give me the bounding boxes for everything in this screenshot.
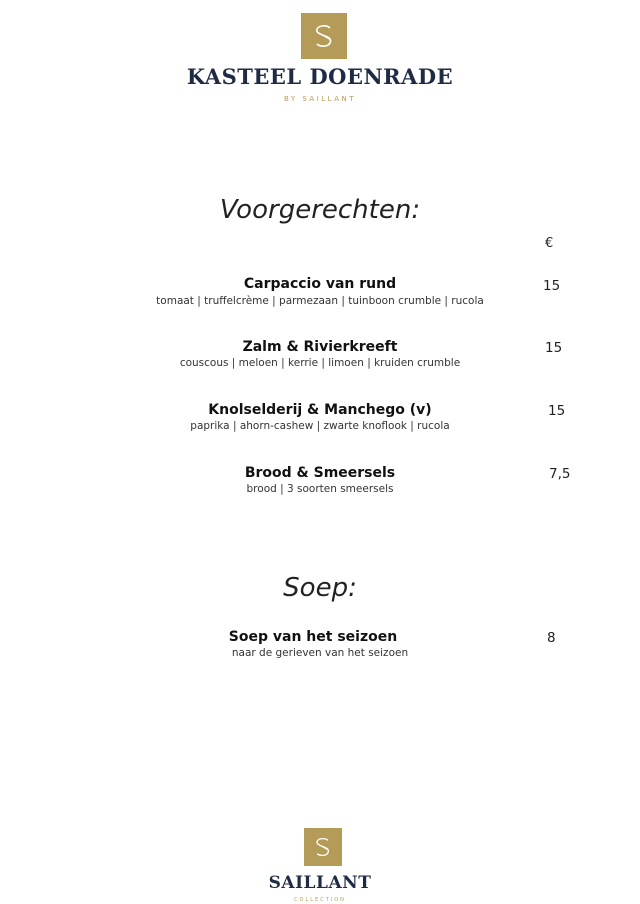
brand-subtitle: BY SAILLANT	[283, 95, 357, 103]
section-title-voorgerechten: Voorgerechten:	[219, 195, 421, 225]
footer-brand-name: SAILLANT	[268, 873, 372, 893]
footer-logo	[304, 828, 342, 866]
s-monogram-icon	[301, 13, 347, 59]
menu-item-description: brood | 3 soorten smeersels	[246, 483, 394, 495]
menu-item-price: 15	[543, 278, 561, 294]
menu-item-price: 15	[548, 403, 566, 419]
menu-item-name: Carpaccio van rund	[243, 276, 397, 292]
footer-brand-subtitle: COLLECTION	[294, 897, 346, 903]
s-monogram-icon	[304, 828, 342, 866]
menu-item-price: 7,5	[549, 466, 571, 482]
menu-item-description: paprika | ahorn-cashew | zwarte knoflook | rucola	[190, 420, 450, 432]
menu-item-name: Zalm & Rivierkreeft	[242, 339, 398, 355]
currency-symbol: €	[545, 236, 554, 251]
menu-item-description: naar de gerieven van het seizoen	[231, 647, 409, 659]
menu-item-name: Brood & Smeersels	[244, 465, 396, 481]
brand-name: KASTEEL DOENRADE	[186, 64, 454, 89]
header-logo	[301, 13, 347, 59]
menu-item-name: Soep van het seizoen	[228, 629, 398, 645]
section-title-soep: Soep:	[283, 573, 357, 603]
menu-item-description: tomaat | truffelcrème | parmezaan | tuinboon crumble | rucola	[156, 295, 484, 307]
menu-item-description: couscous | meloen | kerrie | limoen | kruiden crumble	[179, 357, 461, 369]
menu-item-price: 8	[547, 630, 556, 646]
menu-item-price: 15	[545, 340, 563, 356]
menu-item-name: Knolselderij & Manchego (v)	[208, 402, 432, 418]
